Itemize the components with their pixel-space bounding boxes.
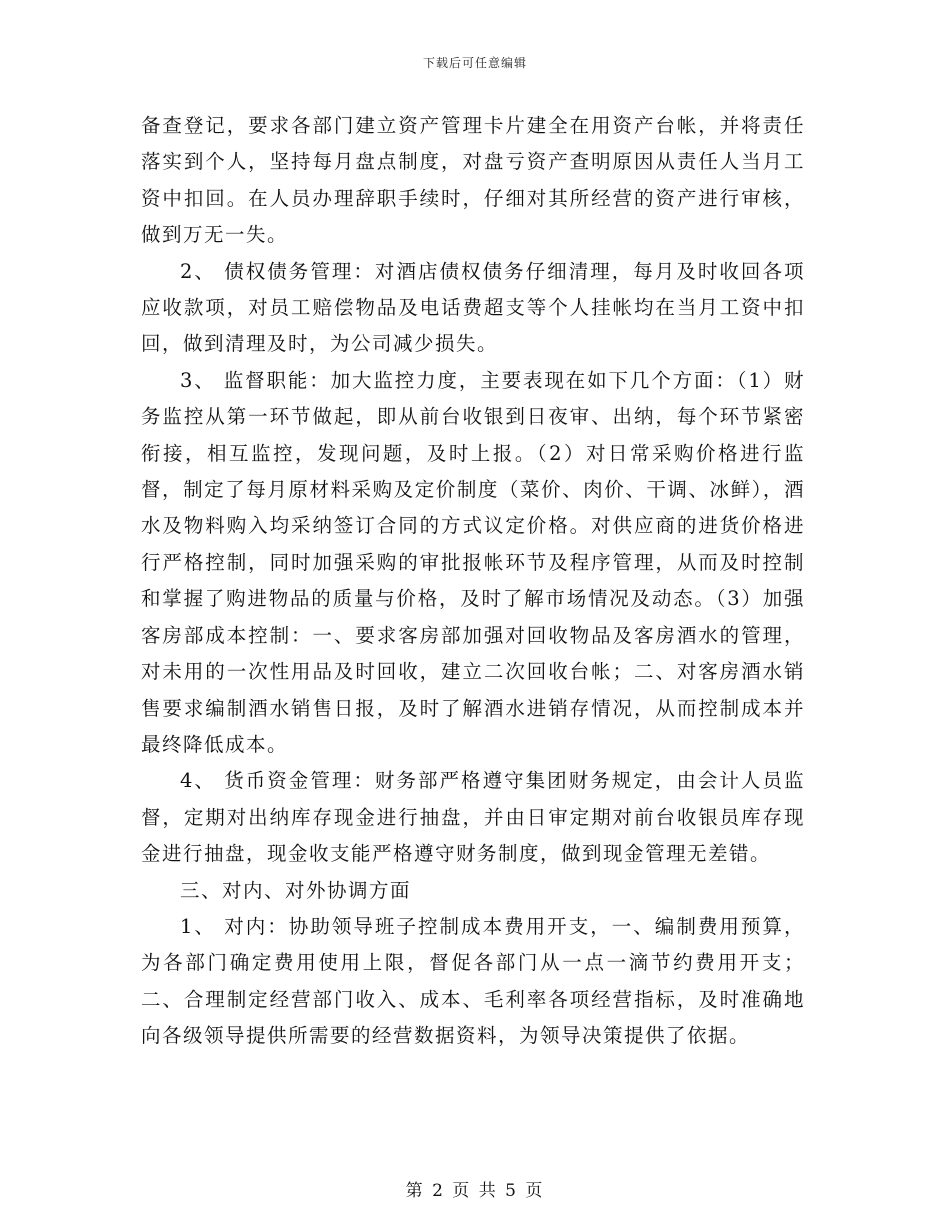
paragraph-internal-coordination: 1、 对内：协助领导班子控制成本费用开支，一、编制费用预算，为各部门确定费用使用上限，督促各部门从一点一滴节约费用开支；二、合理制定经营部门收入、成本、毛利率各项经营指标，及时准确地向各级领导提供所需要的经营数据资料，为领导决策提供了依据。 bbox=[141, 914, 805, 1048]
page-number: 第 2 页 共 5 页 bbox=[405, 1181, 545, 1201]
document-body bbox=[141, 108, 805, 1055]
paragraph-supervision: 3、 监督职能：加大监控力度，主要表现在如下几个方面：（1）财务监控从第一环节做起，即从前台收银到日夜审、出纳，每个环节紧密衔接，相互监控，发现问题，及时上报。（2）对日常采购价格进行监督，制定了每月原材料采购及定价制度（菜价、肉价、干调、冰鲜），酒水及物料购入均采纳签订合同的方式议定价格。对供应商的进货价格进行严格控制，同时加强采购的审批报帐环节及程序管理，从而及时控制和掌握了购进物品的质量与价格，及时了解市场情况及动态。（3）加强客房部成本控制：一、要求客房部加强对回收物品及客房酒水的管理，对未用的一次性用品及时回收，建立二次回收台帐；二、对客房酒水销售要求编制酒水销售日报，及时了解酒水进销存情况，从而控制成本并最终降低成本。 bbox=[141, 368, 805, 756]
section-title-coordination: 三、对内、对外协调方面 bbox=[180, 878, 412, 902]
page-header: 下载后可任意编辑 bbox=[422, 56, 527, 70]
paragraph-asset-registration: 备查登记，要求各部门建立资产管理卡片建全在用资产台帐，并将责任落实到个人，坚持每月盘点制度，对盘亏资产查明原因从责任人当月工资中扣回。在人员办理辞职手续时，仔细对其所经营的资产进行审核，做到万无一失。 bbox=[141, 114, 805, 247]
paragraph-cash-management: 4、 货币资金管理：财务部严格遵守集团财务规定，由会计人员监督，定期对出纳库存现金进行抽盘，并由日审定期对前台收银员库存现金进行抽盘，现金收支能严格遵守财务制度，做到现金管理无差错。 bbox=[141, 769, 805, 866]
paragraph-debt-management: 2、 债权债务管理：对酒店债权债务仔细清理，每月及时收回各项应收款项，对员工赔偿物品及电话费超支等个人挂帐均在当月工资中扣回，做到清理及时，为公司减少损失。 bbox=[141, 259, 805, 356]
